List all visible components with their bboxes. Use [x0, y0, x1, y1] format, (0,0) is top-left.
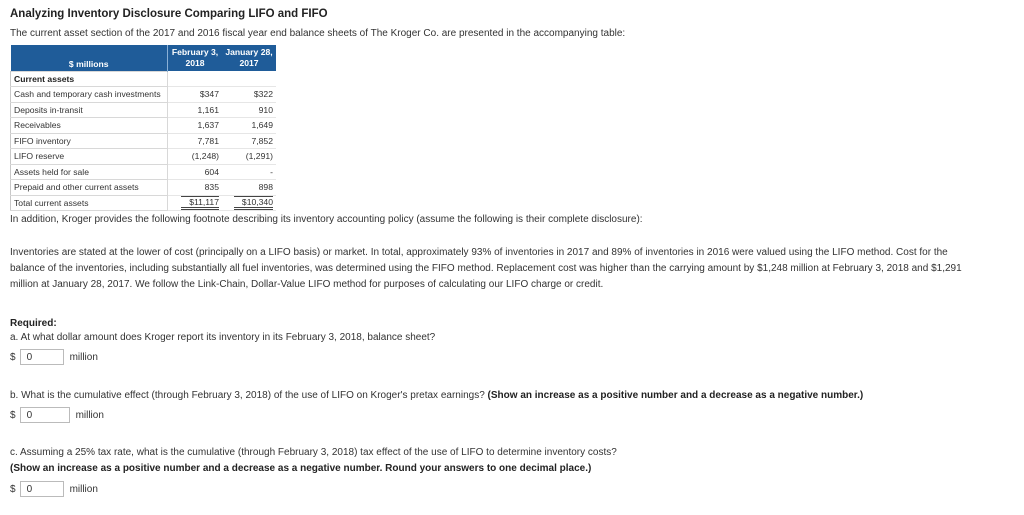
- row-label: Deposits in-transit: [11, 102, 168, 118]
- total-2018: $11,117: [181, 196, 219, 210]
- required-heading: Required:: [10, 318, 57, 329]
- table-row-total: [11, 195, 277, 211]
- question-b: [10, 390, 863, 401]
- row-label: Prepaid and other current assets: [11, 180, 168, 196]
- currency-symbol: $: [10, 483, 16, 495]
- row-value-2017: 7,852: [222, 133, 276, 149]
- footnote-line-3: million at January 28, 2017. We follow the Link-Chain, Dollar-Value LIFO method for purposes of calculating our LIFO charge or credit.: [10, 279, 604, 290]
- unit-label: million: [75, 409, 104, 421]
- row-value-2018: 1,637: [168, 118, 223, 134]
- row-label: Cash and temporary cash investments: [11, 87, 168, 103]
- table-row: [11, 102, 277, 118]
- row-value-2017: [222, 71, 276, 87]
- col1-line2: 2018: [185, 58, 205, 68]
- table-row: [11, 180, 277, 196]
- row-value-2018: 1,161: [168, 102, 223, 118]
- answer-b-input[interactable]: 0: [20, 407, 70, 423]
- footnote-line-1: Inventories are stated at the lower of cost (principally on a LIFO basis) or market. In total, approximately 93% of inventories in 2017 and 89% of inventories in 2016 were valued using the LIFO method. Cost for the: [10, 247, 948, 258]
- answer-a-input[interactable]: 0: [20, 349, 64, 365]
- answer-a-row: [10, 349, 98, 365]
- row-value-2018: 835: [168, 180, 223, 196]
- row-label: Receivables: [11, 118, 168, 134]
- question-b-text: b. What is the cumulative effect (through February 3, 2018) of the use of LIFO on Kroger's pretax earnings?: [10, 390, 485, 401]
- row-label: FIFO inventory: [11, 133, 168, 149]
- intro-text: The current asset section of the 2017 and 2016 fiscal year end balance sheets of The Kroger Co. are presented in the accompanying table:: [10, 28, 626, 39]
- unit-label: million: [69, 351, 98, 363]
- row-value-2017: (1,291): [222, 149, 276, 165]
- answer-c-row: [10, 481, 98, 497]
- currency-symbol: $: [10, 409, 16, 421]
- row-label: LIFO reserve: [11, 149, 168, 165]
- row-value-2017: -: [222, 164, 276, 180]
- question-a: a. At what dollar amount does Kroger report its inventory in its February 3, 2018, balance sheet?: [10, 332, 436, 343]
- table-label-header: $ millions: [11, 45, 168, 71]
- table-row: [11, 118, 277, 134]
- col1-line1: February 3,: [171, 47, 219, 57]
- row-value-2018: (1,248): [168, 149, 223, 165]
- col2-line1: January 28,: [225, 47, 273, 57]
- table-row: [11, 71, 277, 87]
- row-value-2017: 1,649: [222, 118, 276, 134]
- unit-label: million: [69, 483, 98, 495]
- row-label: Total current assets: [11, 195, 168, 211]
- currency-symbol: $: [10, 351, 16, 363]
- row-value-2017: $322: [222, 87, 276, 103]
- row-label: Current assets: [11, 71, 168, 87]
- row-value-2017: 898: [222, 180, 276, 196]
- row-value-2017: 910: [222, 102, 276, 118]
- col2-line2: 2017: [239, 58, 259, 68]
- row-value-2018: [168, 71, 223, 87]
- footnote-text: [10, 245, 1020, 293]
- row-value-2018: 604: [168, 164, 223, 180]
- table-col-header-2017: [222, 45, 276, 71]
- table-row: [11, 149, 277, 165]
- question-c: c. Assuming a 25% tax rate, what is the cumulative (through February 3, 2018) tax effect of the use of LIFO to determine inventory costs?: [10, 447, 617, 458]
- question-b-instruction: (Show an increase as a positive number and a decrease as a negative number.): [487, 390, 864, 401]
- row-value-2018: $347: [168, 87, 223, 103]
- total-2017: $10,340: [234, 196, 273, 210]
- row-value-2017: [222, 195, 276, 211]
- row-value-2018: 7,781: [168, 133, 223, 149]
- footnote-line-2: balance of the inventories, including substantially all fuel inventories, was determined using the FIFO method. Replacement cost was higher than the carrying amount by $1,248 million at February 3, 2018 and $1,291: [10, 263, 962, 274]
- table-row: [11, 164, 277, 180]
- row-value-2018: [168, 195, 223, 211]
- question-c-instruction: (Show an increase as a positive number and a decrease as a negative number. Round your answers to one decimal place.): [10, 463, 592, 474]
- table-row: [11, 133, 277, 149]
- answer-c-input[interactable]: 0: [20, 481, 64, 497]
- row-label: Assets held for sale: [11, 164, 168, 180]
- footnote-intro: In addition, Kroger provides the following footnote describing its inventory accounting policy (assume the following is their complete disclosure):: [10, 214, 643, 225]
- answer-b-row: [10, 407, 104, 423]
- table-row: [11, 87, 277, 103]
- page-title: Analyzing Inventory Disclosure Comparing LIFO and FIFO: [10, 8, 328, 20]
- table-col-header-2018: [168, 45, 223, 71]
- balance-sheet-table: [10, 45, 276, 211]
